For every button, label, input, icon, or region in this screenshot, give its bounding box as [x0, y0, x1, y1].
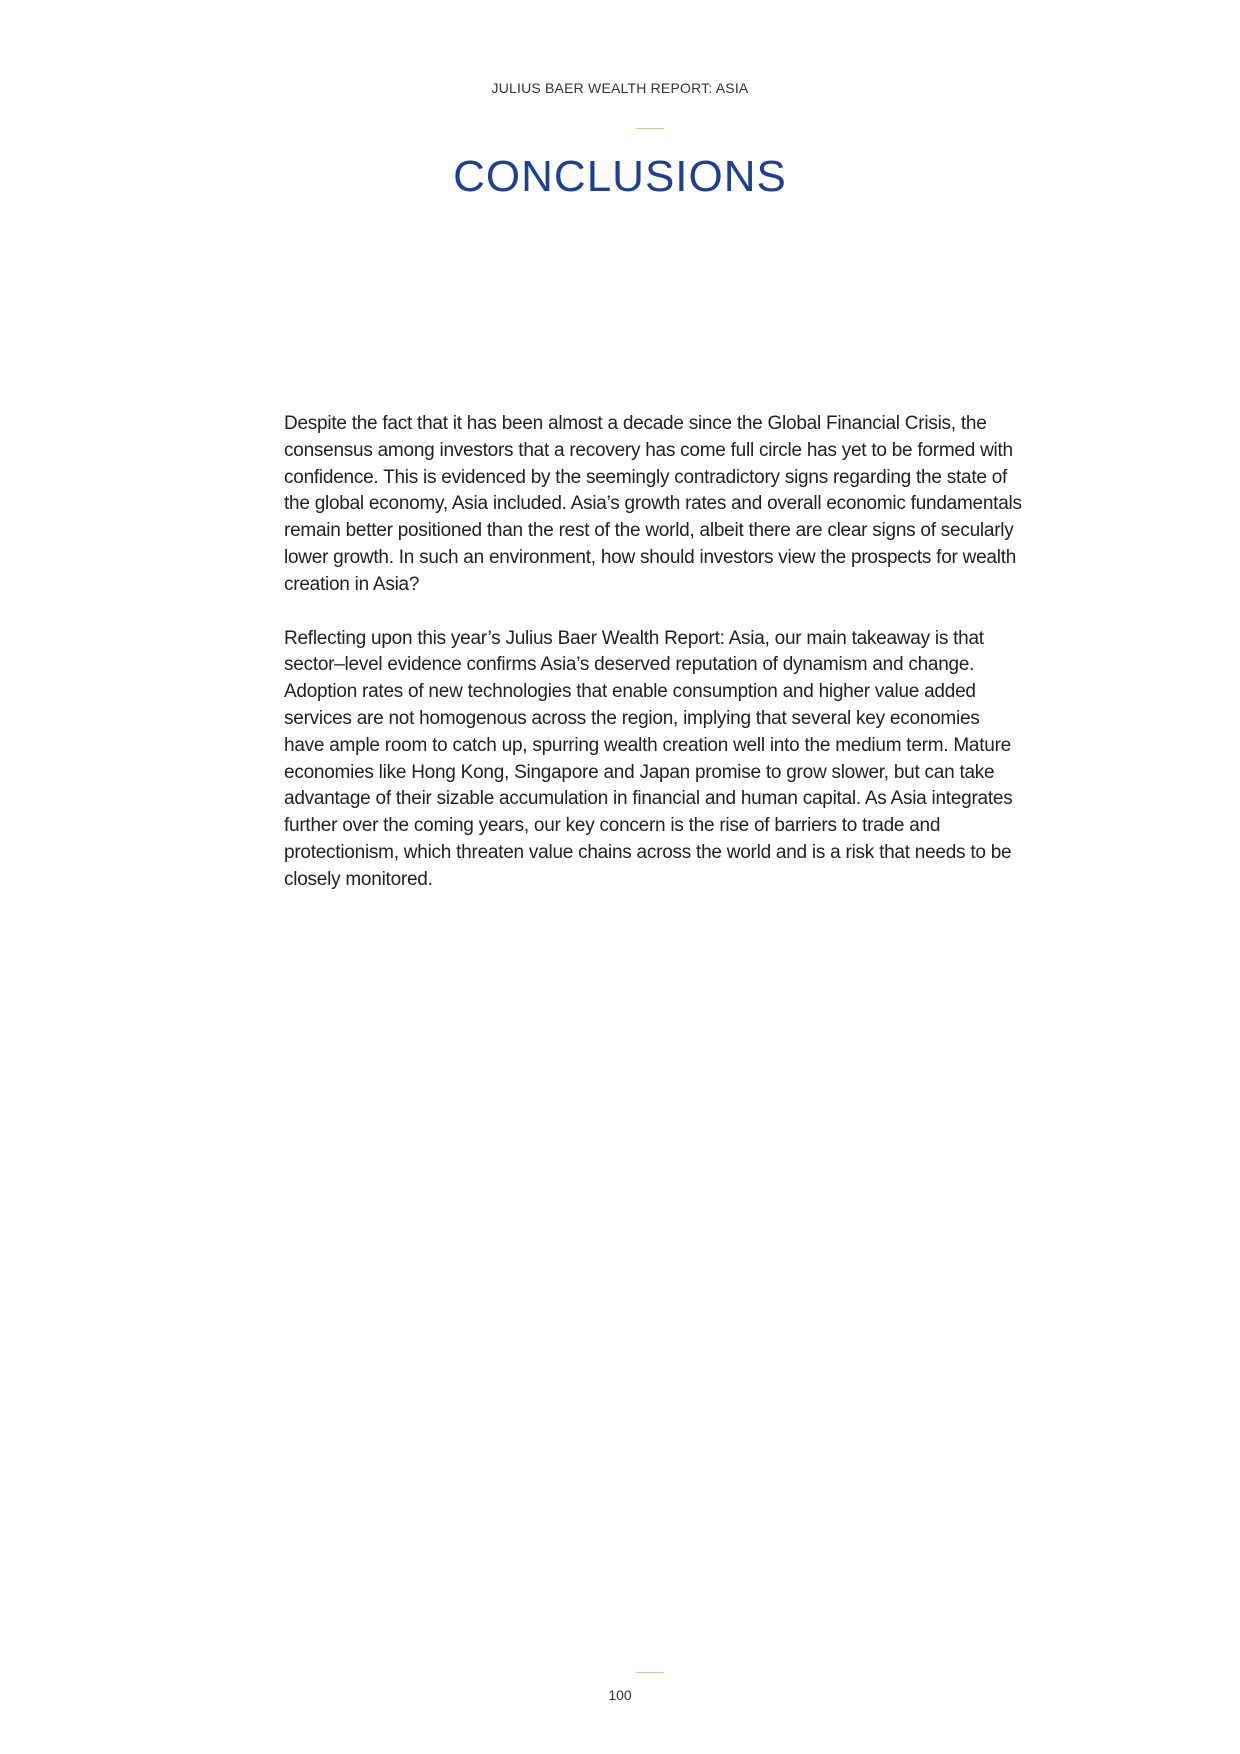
- page-number: 100: [608, 1687, 632, 1703]
- running-header: JULIUS BAER WEALTH REPORT: ASIA: [491, 80, 749, 96]
- header-divider: [636, 128, 664, 129]
- paragraph-1: Despite the fact that it has been almost a decade since the Global Financial Crisis, the consensus among investors that a recovery has come full circle has yet to be formed with confidence. This is evidenced by the seemingly contradictory signs regarding the state of the global economy, Asia included. Asia’s growth rates and overall economic fundamentals remain better positioned than the rest of the world, albeit there are clear signs of secularly lower growth. In such an environment, how should investors view the prospects for wealth creation in Asia?: [284, 413, 1022, 595]
- paragraph-2: Reflecting upon this year’s Julius Baer Wealth Report: Asia, our main takeaway is that sector–level evidence confirms Asia’s deserved reputation of dynamism and change. Adoption rates of new technologies that enable consumption and higher value added services are not homogenous across the region, implying that several key economies have ample room to catch up, spurring wealth creation well into the medium term. Mature economies like Hong Kong, Singapore and Japan promise to grow slower, but can take advantage of their sizable accumulation in financial and human capital. As Asia integrates further over the coming years, our key concern is the rise of barriers to trade and protectionism, which threaten value chains across the world and is a risk that needs to be closely monitored.: [284, 627, 1013, 890]
- body-text: [284, 411, 1024, 921]
- footer-divider: [636, 1672, 664, 1673]
- page-title: CONCLUSIONS: [453, 152, 787, 201]
